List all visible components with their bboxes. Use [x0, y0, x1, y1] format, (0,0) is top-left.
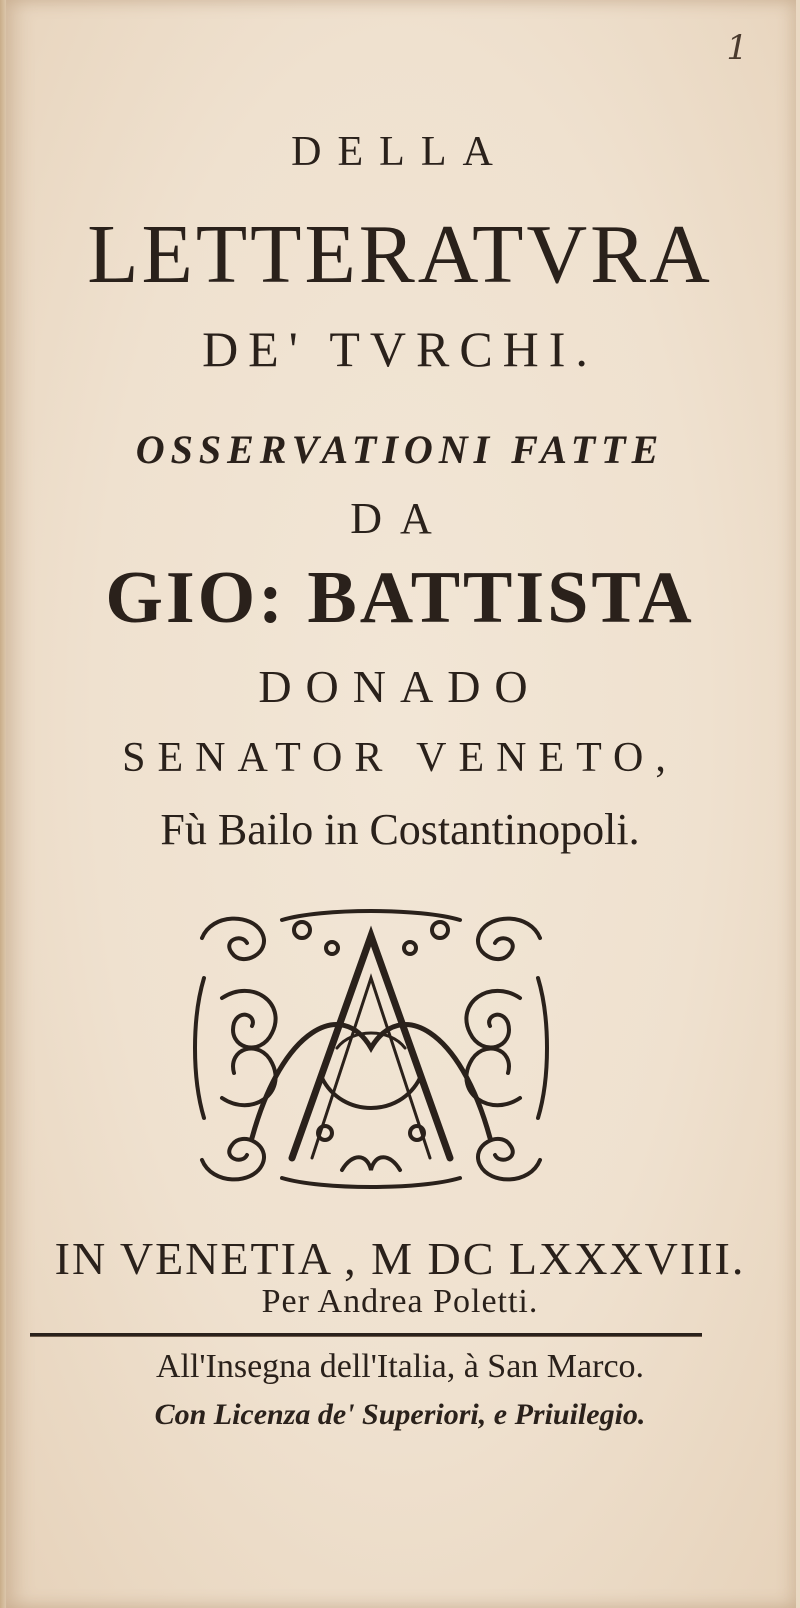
author-surname: DONADO [258, 661, 542, 712]
imprint-address: All'Insegna dell'Italia, à San Marco. [155, 1348, 645, 1385]
title-line-2: LETTERATVRA [87, 208, 713, 301]
title-line-3: DE' TVRCHI. [202, 321, 598, 377]
imprint-printer: Per Andrea Poletti. [261, 1283, 539, 1320]
imprint-rule [30, 1333, 702, 1337]
imprint-license: Con Licenza de' Superiori, e Priuilegio. [154, 1398, 646, 1431]
ornamental-monogram-icon [192, 908, 550, 1190]
author-name: GIO: BATTISTA [105, 557, 695, 639]
folio-mark: 1 [726, 28, 748, 68]
author-office: Fù Bailo in Costantinopoli. [160, 805, 640, 854]
imprint-place-date: IN VENETIA , M DC LXXXVIII. [54, 1233, 746, 1284]
author-role: SENATOR VENETO, [122, 735, 678, 781]
by-line: DA [350, 494, 450, 543]
subtitle: OSSERVATIONI FATTE [135, 427, 665, 472]
title-line-1: DELLA [291, 129, 509, 175]
